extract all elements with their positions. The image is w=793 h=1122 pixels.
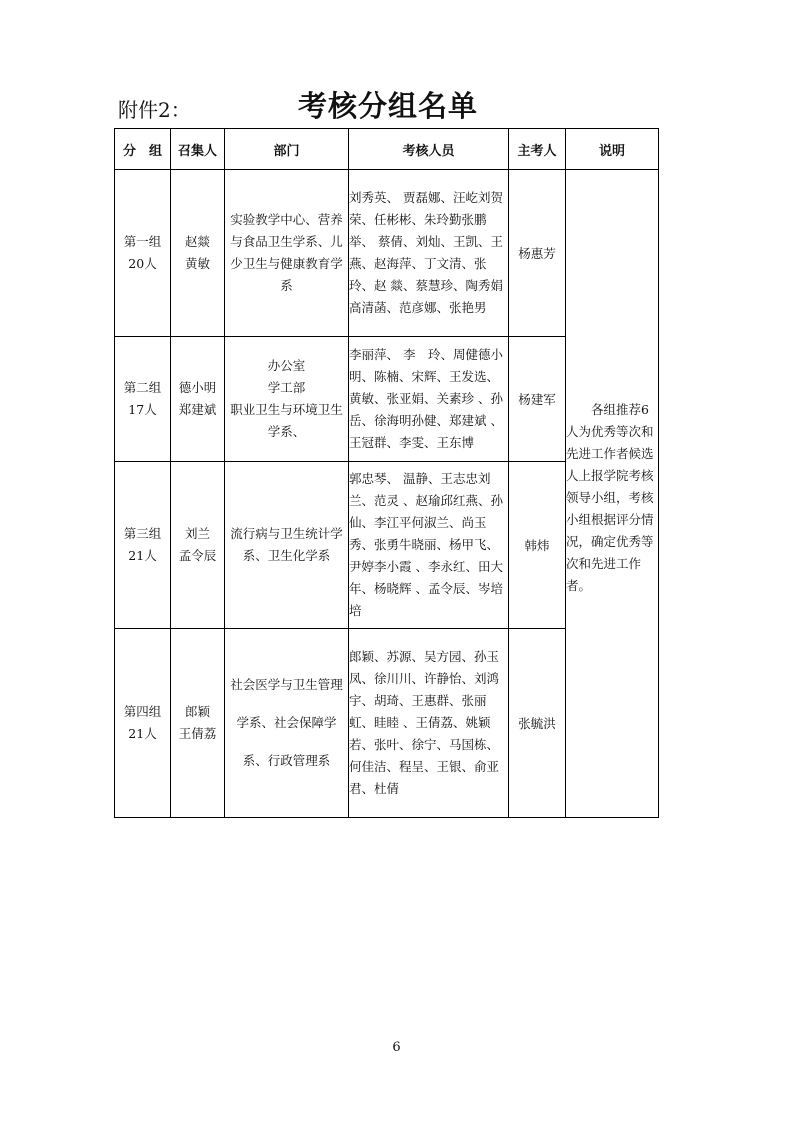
group-name: 第四组 bbox=[123, 704, 162, 719]
column-header-convener: 召集人 bbox=[171, 129, 225, 170]
department-text: 实验教学中心、营养与食品卫生学系、儿少卫生与健康教育学系 bbox=[230, 212, 343, 293]
department-cell bbox=[225, 462, 349, 629]
column-header-note: 说明 bbox=[566, 129, 659, 170]
note-cell bbox=[566, 170, 659, 818]
department-cell bbox=[225, 170, 349, 337]
convener-cell bbox=[171, 337, 225, 462]
chief-examiner-cell: 韩炜 bbox=[509, 462, 566, 629]
column-header-department: 部门 bbox=[225, 129, 349, 170]
convener-name: 郎颖 bbox=[184, 704, 210, 719]
department-text: 社会医学与卫生管理学系、社会保障学系、行政管理系 bbox=[230, 677, 343, 768]
group-cell bbox=[115, 337, 171, 462]
convener-cell bbox=[171, 170, 225, 337]
department-text: 职业卫生与环境卫生学系、 bbox=[230, 402, 343, 439]
convener-name: 王倩荔 bbox=[178, 726, 217, 741]
department-text: 流行病与卫生统计学系、卫生化学系 bbox=[230, 526, 343, 563]
department-text: 学工部 bbox=[267, 380, 306, 395]
members-cell: 郎颖、苏源、吴方园、孙玉凤、徐川川、许静怡、刘鸿宇、胡琦、王惠群、张丽虹、眭睦 、王倩荔、姚颖若、张叶、徐宁、马国栋、何佳洁、程呈、王银、俞亚君、杜倩 bbox=[349, 629, 509, 818]
department-text: 办公室 bbox=[267, 358, 306, 373]
department-cell bbox=[225, 629, 349, 818]
convener-name: 德小明 bbox=[178, 380, 217, 395]
group-cell bbox=[115, 629, 171, 818]
table-header-row bbox=[115, 129, 659, 170]
note-text: 各组推荐6人为优秀等次和先进工作者候选人上报学院考核领导小组，考核小组根据评分情况，确定优秀等次和先进工作者。 bbox=[566, 401, 654, 593]
chief-examiner-cell: 张毓洪 bbox=[509, 629, 566, 818]
chief-examiner-cell: 杨惠芳 bbox=[509, 170, 566, 337]
group-cell bbox=[115, 462, 171, 629]
page-number: 6 bbox=[392, 1040, 401, 1055]
department-cell bbox=[225, 337, 349, 462]
document-title: 考核分组名单 bbox=[298, 89, 479, 123]
group-count: 20人 bbox=[128, 256, 157, 271]
group-count: 17人 bbox=[128, 402, 157, 417]
group-cell bbox=[115, 170, 171, 337]
convener-cell bbox=[171, 629, 225, 818]
column-header-chief: 主考人 bbox=[509, 129, 566, 170]
group-count: 21人 bbox=[128, 548, 157, 563]
convener-cell bbox=[171, 462, 225, 629]
convener-name: 赵燚 bbox=[184, 234, 210, 249]
group-name: 第三组 bbox=[123, 526, 162, 541]
members-cell: 郭忠琴、 温静、王志忠刘 兰、范灵 、赵瑜邱红燕、孙仙、李江平何淑兰、尚玉秀、张勇牛晓丽、杨甲飞、尹婷李小霞 、李永红、田大年、杨晓辉 、孟令辰、岑培培 bbox=[349, 462, 509, 629]
members-cell: 李丽萍、 李 玲、周健德小明、陈楠、宋辉、王发选、 黄敏、张亚娟、关素珍 、孙岳、徐海明孙健、郑建斌 、王冠群、李雯、王东博 bbox=[349, 337, 509, 462]
group-count: 21人 bbox=[128, 726, 157, 741]
column-header-group: 分 组 bbox=[115, 129, 171, 170]
column-header-members: 考核人员 bbox=[349, 129, 509, 170]
roster-table bbox=[114, 128, 659, 818]
members-cell: 刘秀英、 贾磊娜、汪屹刘贺荣、任彬彬、朱玲勤张鹏举、 蔡倩、刘灿、王凯、王燕、赵海萍、丁文清、张玲、赵 燚、蔡慧珍、陶秀娟 高清菡、范彦娜、张艳男 bbox=[349, 170, 509, 337]
convener-name: 郑建斌 bbox=[178, 402, 217, 417]
chief-examiner-cell: 杨建军 bbox=[509, 337, 566, 462]
convener-name: 黄敏 bbox=[184, 256, 210, 271]
group-name: 第二组 bbox=[123, 380, 162, 395]
group-name: 第一组 bbox=[123, 234, 162, 249]
convener-name: 孟令辰 bbox=[178, 548, 217, 563]
convener-name: 刘兰 bbox=[184, 526, 210, 541]
attachment-label: 附件2： bbox=[118, 98, 191, 122]
table-row bbox=[115, 170, 659, 337]
